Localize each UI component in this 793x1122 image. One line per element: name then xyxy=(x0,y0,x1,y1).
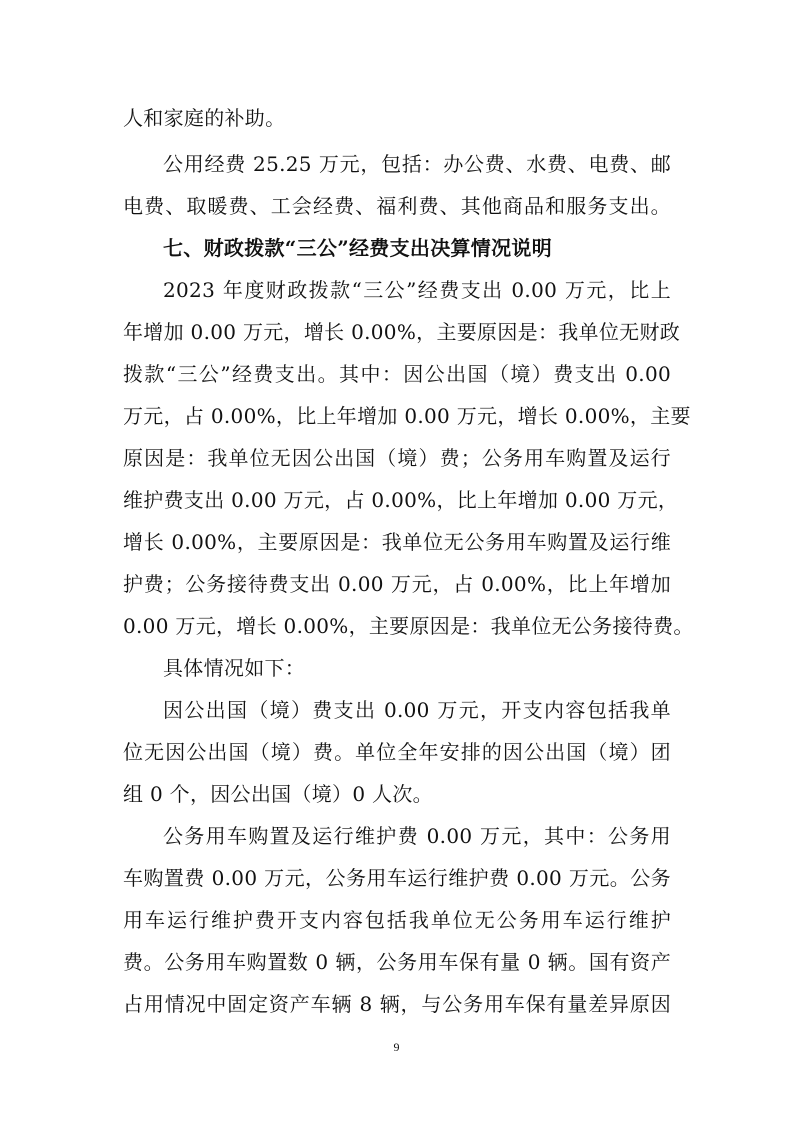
text-line: 原因是：我单位无因公出国（境）费；公务用车购置及运行 xyxy=(123,446,671,470)
text-line: 组 0 个，因公出国（境）0 人次。 xyxy=(123,782,433,806)
text-line: 护费；公务接待费支出 0.00 万元，占 0.00%，比上年增加 xyxy=(123,572,671,596)
text-line: 因公出国（境）费支出 0.00 万元，开支内容包括我单 xyxy=(163,698,671,722)
text-line: 万元，占 0.00%，比上年增加 0.00 万元，增长 0.00%，主要 xyxy=(123,404,691,428)
text-line: 公用经费 25.25 万元，包括：办公费、水费、电费、邮 xyxy=(163,152,671,176)
text-line: 电费、取暖费、工会经费、福利费、其他商品和服务支出。 xyxy=(123,194,671,218)
text-line: 车购置费 0.00 万元，公务用车运行维护费 0.00 万元。公务 xyxy=(123,866,671,890)
text-line: 年增加 0.00 万元，增长 0.00%，主要原因是：我单位无财政 xyxy=(123,320,681,344)
text-line: 具体情况如下： xyxy=(163,656,306,680)
text-line: 维护费支出 0.00 万元，占 0.00%，比上年增加 0.00 万元， xyxy=(123,488,679,512)
text-line: 位无因公出国（境）费。单位全年安排的因公出国（境）团 xyxy=(123,740,671,764)
text-line: 用车运行维护费开支内容包括我单位无公务用车运行维护 xyxy=(123,908,671,932)
text-line: 占用情况中固定资产车辆 8 辆，与公务用车保有量差异原因 xyxy=(123,992,671,1016)
section-heading: 七、财政拨款“三公”经费支出决算情况说明 xyxy=(163,236,553,260)
text-line: 0.00 万元，增长 0.00%，主要原因是：我单位无公务接待费。 xyxy=(123,614,694,638)
text-line: 增长 0.00%，主要原因是：我单位无公务用车购置及运行维 xyxy=(123,530,671,554)
page-number: 9 xyxy=(393,1040,400,1054)
text-line: 人和家庭的补助。 xyxy=(123,106,286,130)
text-line: 公务用车购置及运行维护费 0.00 万元，其中：公务用 xyxy=(163,824,671,848)
text-line: 拨款“三公”经费支出。其中：因公出国（境）费支出 0.00 xyxy=(123,362,671,386)
text-line: 费。公务用车购置数 0 辆，公务用车保有量 0 辆。国有资产 xyxy=(123,950,671,974)
text-line: 2023 年度财政拨款“三公”经费支出 0.00 万元，比上 xyxy=(163,278,671,302)
